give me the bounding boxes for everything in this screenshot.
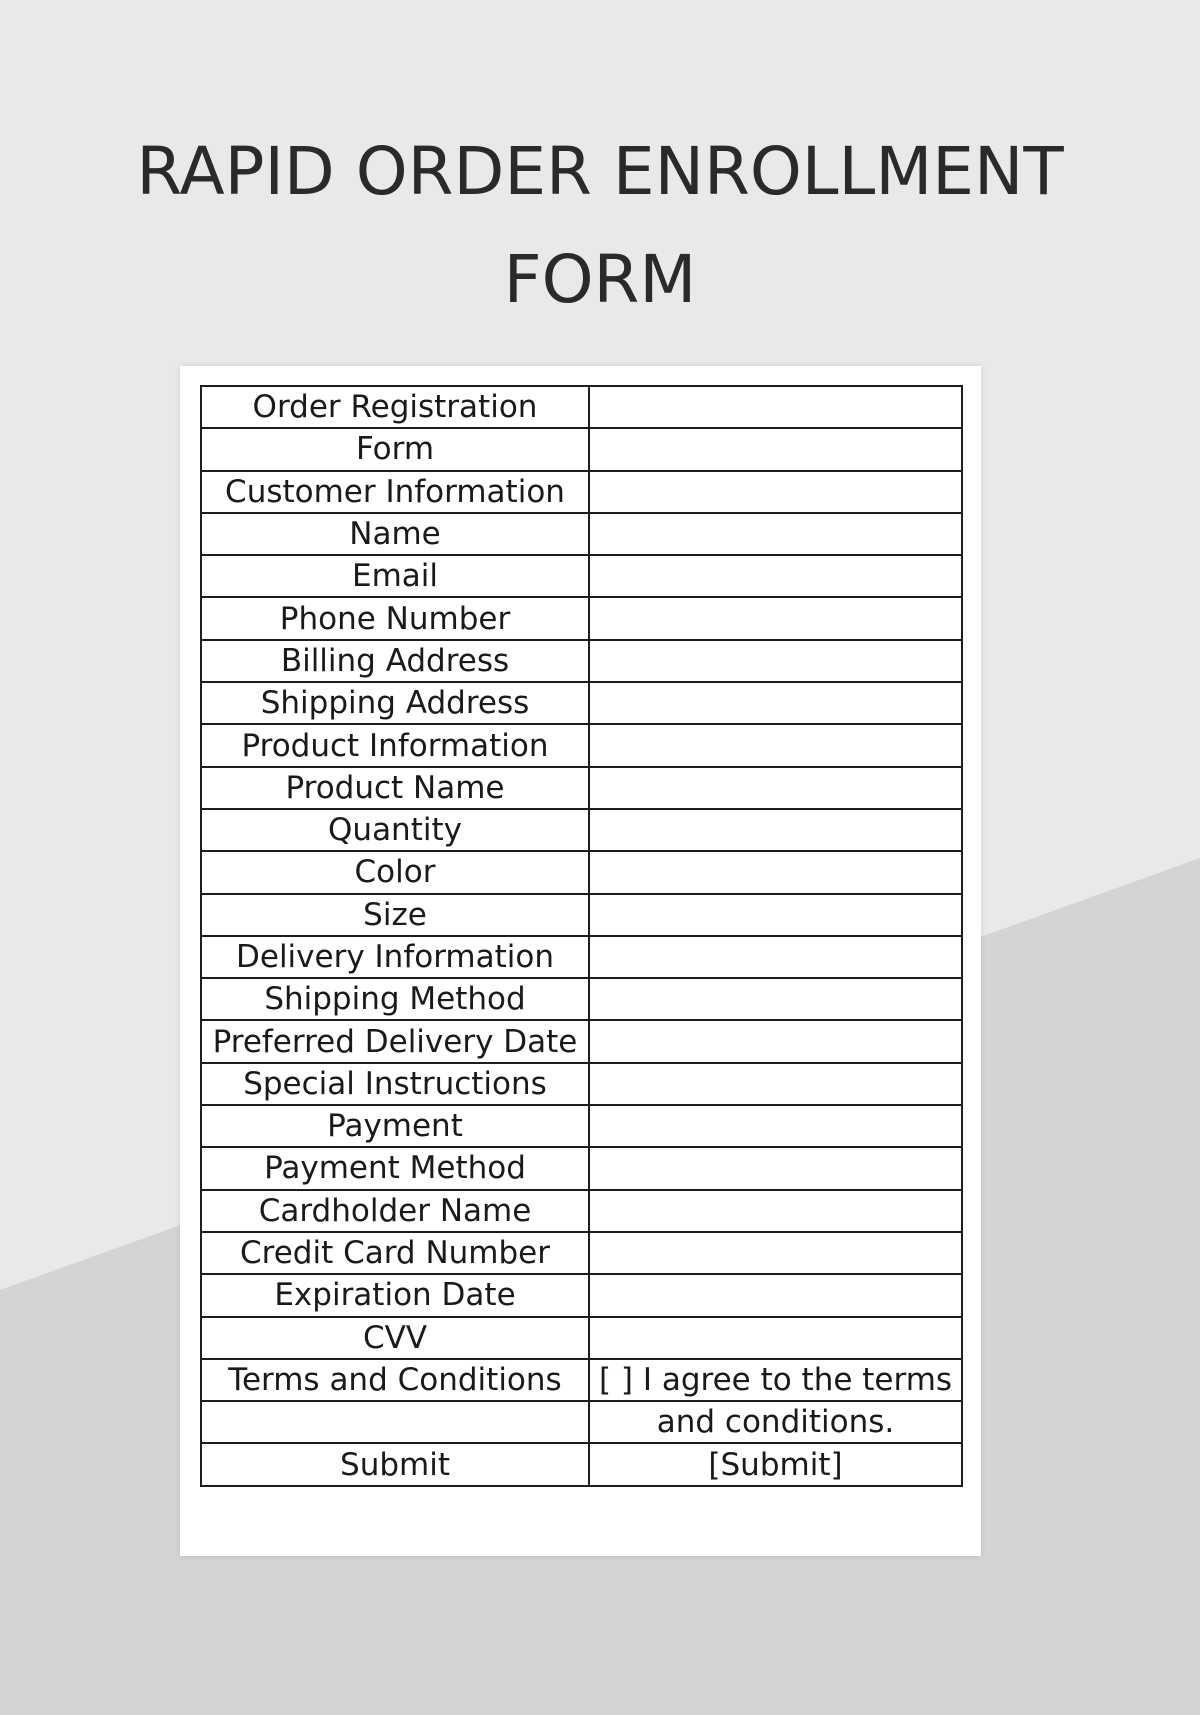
form-row-label: Preferred Delivery Date bbox=[201, 1020, 589, 1062]
form-row-label: Submit bbox=[201, 1443, 589, 1485]
form-row-label: Shipping Method bbox=[201, 978, 589, 1020]
form-row bbox=[201, 978, 962, 1020]
form-row-value-field[interactable] bbox=[589, 809, 962, 851]
form-row-value-field[interactable] bbox=[589, 936, 962, 978]
form-row bbox=[201, 386, 962, 428]
form-row-value-field[interactable] bbox=[589, 682, 962, 724]
form-row-label: Phone Number bbox=[201, 597, 589, 639]
form-row bbox=[201, 682, 962, 724]
form-row-value-field[interactable] bbox=[589, 555, 962, 597]
form-row-value-field[interactable] bbox=[589, 1105, 962, 1147]
form-row-label: Quantity bbox=[201, 809, 589, 851]
form-row bbox=[201, 1232, 962, 1274]
page-title-line-1: RAPID ORDER ENROLLMENT bbox=[136, 133, 1064, 210]
form-row-value-field[interactable] bbox=[589, 1317, 962, 1359]
form-row-label: Email bbox=[201, 555, 589, 597]
form-row bbox=[201, 471, 962, 513]
form-row bbox=[201, 724, 962, 766]
form-row-label: Shipping Address bbox=[201, 682, 589, 724]
form-row bbox=[201, 851, 962, 893]
form-row-value-field[interactable] bbox=[589, 428, 962, 470]
form-row-label: CVV bbox=[201, 1317, 589, 1359]
form-row-label: Customer Information bbox=[201, 471, 589, 513]
form-row bbox=[201, 1063, 962, 1105]
form-row-label: Size bbox=[201, 894, 589, 936]
form-row-value-field[interactable] bbox=[589, 1190, 962, 1232]
form-row-label: Color bbox=[201, 851, 589, 893]
form-row-value-field[interactable] bbox=[589, 1063, 962, 1105]
form-row bbox=[201, 894, 962, 936]
order-form-body bbox=[201, 386, 962, 1486]
form-row-value-field[interactable] bbox=[589, 386, 962, 428]
form-row-label: Credit Card Number bbox=[201, 1232, 589, 1274]
form-row-label: Delivery Information bbox=[201, 936, 589, 978]
form-row bbox=[201, 640, 962, 682]
form-row-label bbox=[201, 1401, 589, 1443]
form-row bbox=[201, 1401, 962, 1443]
form-row-label: Name bbox=[201, 513, 589, 555]
form-row-label: Expiration Date bbox=[201, 1274, 589, 1316]
form-row bbox=[201, 1020, 962, 1062]
form-row-value-field[interactable] bbox=[589, 1274, 962, 1316]
form-row bbox=[201, 809, 962, 851]
form-row-label: Terms and Conditions bbox=[201, 1359, 589, 1401]
form-row-label: Product Name bbox=[201, 767, 589, 809]
form-row-value-field[interactable] bbox=[589, 471, 962, 513]
form-row-value-field[interactable] bbox=[589, 724, 962, 766]
form-row-label: Form bbox=[201, 428, 589, 470]
form-row bbox=[201, 597, 962, 639]
form-row-label: Product Information bbox=[201, 724, 589, 766]
form-row-value-field[interactable] bbox=[589, 513, 962, 555]
form-row-value-field[interactable] bbox=[589, 1232, 962, 1274]
form-row-value-field[interactable] bbox=[589, 767, 962, 809]
form-row-label: Order Registration bbox=[201, 386, 589, 428]
page-title-line-2: FORM bbox=[503, 241, 697, 318]
form-row bbox=[201, 555, 962, 597]
form-row-label: Payment Method bbox=[201, 1147, 589, 1189]
form-row-value-field[interactable] bbox=[589, 597, 962, 639]
form-row bbox=[201, 1274, 962, 1316]
form-row-value-field[interactable]: [ ] I agree to the terms bbox=[589, 1359, 962, 1401]
form-row bbox=[201, 1443, 962, 1485]
form-row bbox=[201, 767, 962, 809]
page-title bbox=[0, 118, 1200, 334]
form-row-value-field[interactable]: [Submit] bbox=[589, 1443, 962, 1485]
form-row bbox=[201, 1105, 962, 1147]
form-row bbox=[201, 1317, 962, 1359]
form-row-value-field[interactable] bbox=[589, 894, 962, 936]
form-row-label: Cardholder Name bbox=[201, 1190, 589, 1232]
form-row bbox=[201, 513, 962, 555]
form-row-value-field[interactable] bbox=[589, 978, 962, 1020]
form-row bbox=[201, 428, 962, 470]
form-row bbox=[201, 1190, 962, 1232]
form-row-value-field[interactable] bbox=[589, 1147, 962, 1189]
form-row bbox=[201, 1147, 962, 1189]
form-row bbox=[201, 1359, 962, 1401]
form-sheet bbox=[180, 366, 981, 1556]
form-row-label: Billing Address bbox=[201, 640, 589, 682]
form-row-label: Payment bbox=[201, 1105, 589, 1147]
form-row-value-field[interactable]: and conditions. bbox=[589, 1401, 962, 1443]
form-row-value-field[interactable] bbox=[589, 851, 962, 893]
form-row bbox=[201, 936, 962, 978]
form-row-value-field[interactable] bbox=[589, 1020, 962, 1062]
form-row-value-field[interactable] bbox=[589, 640, 962, 682]
form-row-label: Special Instructions bbox=[201, 1063, 589, 1105]
order-form-table bbox=[200, 385, 963, 1487]
